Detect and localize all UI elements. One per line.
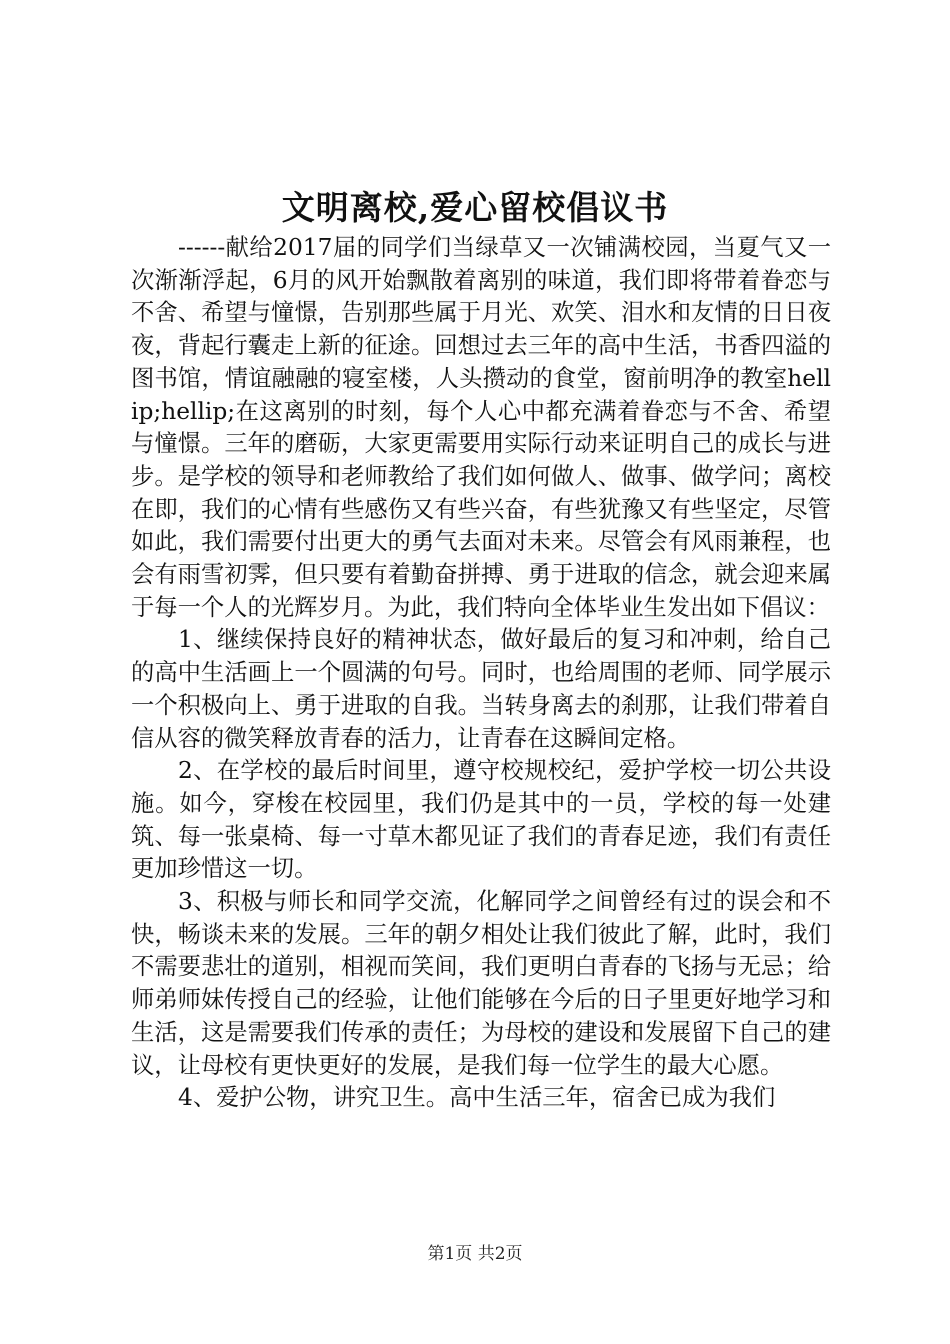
- document-title: 文明离校,爱心留校倡议书: [281, 188, 669, 227]
- paragraph-intro: ------献给2017届的同学们当绿草又一次铺满校园，当夏气又一次渐渐浮起，6月的风开始飘散着离别的味道，我们即将带着眷恋与不舍、希望与憧憬，告别那些属于月光、欢笑、泪水和友情的日日夜夜，背起行囊走上新的征途。回想过去三年的高中生活，书香四溢的图书馆，情谊融融的寝室楼，人头攒动的食堂，窗前明净的教室hellip;hellip;在这离别的时刻，每个人心中都充满着眷恋与不舍、希望与憧憬。三年的磨砺，大家更需要用实际行动来证明自己的成长与进步。是学校的领导和老师教给了我们如何做人、做事、做学问；离校在即，我们的心情有些感伤又有些兴奋，有些犹豫又有些坚定，尽管如此，我们需要付出更大的勇气去面对未来。尽管会有风雨兼程，也会有雨雪初霁，但只要有着勤奋拼搏、勇于进取的信念，就会迎来属于每一个人的光辉岁月。为此，我们特向全体毕业生发出如下倡议：: [131, 234, 831, 621]
- paragraph-item-2: 2、在学校的最后时间里，遵守校规校纪，爱护学校一切公共设施。如今，穿梭在校园里，我们仍是其中的一员，学校的每一处建筑、每一张桌椅、每一寸草木都见证了我们的青春足迹，我们有责任更加珍惜这一切。: [131, 757, 831, 883]
- document-body: [131, 232, 831, 1115]
- paragraph-item-4: 4、爱护公物，讲究卫生。高中生活三年，宿舍已成为我们: [178, 1084, 776, 1112]
- page-number-footer: 第1页 共2页: [427, 1244, 523, 1264]
- paragraph-item-1: 1、继续保持良好的精神状态，做好最后的复习和冲刺，给自己的高中生活画上一个圆满的句号。同时，也给周围的老师、同学展示一个积极向上、勇于进取的自我。当转身离去的刹那，让我们带着自信从容的微笑释放青春的活力，让青春在这瞬间定格。: [131, 626, 831, 752]
- paragraph-item-3: 3、积极与师长和同学交流，化解同学之间曾经有过的误会和不快，畅谈未来的发展。三年的朝夕相处让我们彼此了解，此时，我们不需要悲壮的道别，相视而笑间，我们更明白青春的飞扬与无忌；给师弟师妹传授自己的经验，让他们能够在今后的日子里更好地学习和生活，这是需要我们传承的责任；为母校的建设和发展留下自己的建议，让母校有更快更好的发展，是我们每一位学生的最大心愿。: [131, 888, 831, 1079]
